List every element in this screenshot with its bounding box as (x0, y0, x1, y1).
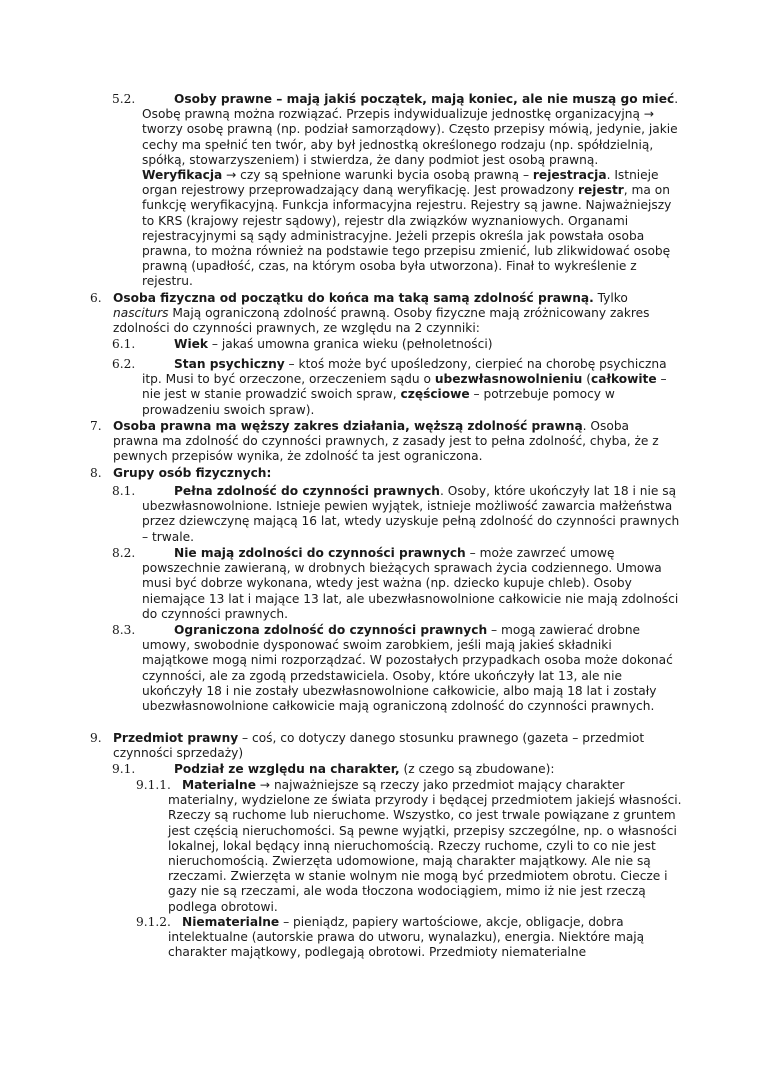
bold-term: Pełna zdolność do czynności prawnych (174, 484, 440, 498)
item-text: Stan psychiczny – ktoś może być upośledzony, cierpieć na chorobę psychiczna itp. Musi to być orzeczone, orzeczeniem sądu o ubezwłasnowolnieniu (całkowite – nie jest w stanie prowadzić swoich spraw, częściowe – potrzebuje pomocy w prowadzeniu swoich spraw). (142, 357, 667, 417)
bold-term: rejestracja (532, 168, 607, 183)
item-number: 5.2. (112, 92, 136, 106)
bold-term: Ograniczona zdolność do czynności prawnych (174, 623, 488, 637)
bold-term: Osoby prawne – mają jakiś początek, mają koniec, ale nie muszą go mieć (174, 92, 675, 106)
item-text: Nie mają zdolności do czynności prawnych – może zawrzeć umowę powszechnie zawieraną, w drobnych bieżących sprawach życia codziennego. Umowa musi być dobrze wykonana, wtedy jest ważna (np. dziecko kupuje chleb). Osoby niemające 13 lat i mające 13 lat, ale ubezwłasnowolnione całkowicie nie mają zdolności do czynności prawnych. (142, 546, 679, 621)
bold-term: częściowe (400, 387, 470, 402)
bold-term: Grupy osób fizycznych: (113, 466, 272, 480)
bold-term: Stan psychiczny (174, 357, 285, 371)
item-text: Materialne → najważniejsze są rzeczy jako przedmiot mający charakter materialny, wydzielone ze świata przyrody i będącej przedmiotem jakiejś własności. Rzeczy są ruchome lub nieruchome. Wszystko, co jest trwale powiązane z gruntem jest częścią nieruchomości. Są pewne wyjątki, przepisy szczególne, np. o własności lokalnej, lokal będący inną nieruchomością. Rzeczy ruchome, czyli to co nie jest nieruchomością. Zwierzęta udomowione, mają charakter majątkowy. Ale nie są rzeczami. Zwierzęta w stanie wolnym nie mogą być przedmiotem obrotu. Ciecze i gazy nie są rzeczami, ale woda tłoczona wodociągiem, mimo iż nie jest rzeczą podlega obrotowi. (168, 778, 682, 914)
item-number: 9. (90, 731, 102, 745)
item-text: Wiek – jakaś umowna granica wieku (pełnoletności) (174, 337, 493, 351)
bold-term: rejestr (577, 183, 624, 198)
item-number: 9.1.1. (136, 778, 171, 792)
item-number: 8.3. (112, 623, 136, 637)
item-number: 8. (90, 466, 102, 480)
bold-term: Nie mają zdolności do czynności prawnych (174, 546, 466, 560)
item-text: Osoba fizyczna od początku do końca ma taką samą zdolność prawną. Tylko nasciturs Mają ograniczoną zdolność prawną. Osoby fizyczne mają zróżnicowany zakres zdolności do czynności prawnych, ze względu na 2 czynniki: (113, 291, 650, 336)
item-number: 9.1. (112, 762, 136, 776)
item-text: Osoby prawne – mają jakiś początek, mają koniec, ale nie muszą go mieć. Osobę prawną można rozwiązać. Przepis indywidualizuje jednostkę organizacyjną → tworzy osobę prawną (np. podział samorządowy). Często przepisy mówią, jedynie, jakie cechy ma spełnić ten twór, aby był jednostką określonego rodzaju (np. spółdzielnią, spółką, stowarzyszeniem) i stwierdza, że dany podmiot jest osobą prawną. Weryfikacja → czy są spełnione warunki bycia osobą prawną – rejestracja. Istnieje organ rejestrowy przeprowadzający daną weryfikację. Jest prowadzony rejestr, ma on funkcję weryfikacyjną. Funkcja informacyjna rejestru. Rejestry są jawne. Najważniejszy to KRS (krajowy rejestr sądowy), rejestr dla związków wyznaniowych. Organami rejestracyjnymi są sądy administracyjne. Jeżeli przepis określa jak powstała osoba prawna, to można również na podstawie tego przepisu zmienić, lub zlikwidować osobę prawną (upadłość, czas, na którym osoba była utworzona). Finał to wykreślenie z rejestru. (142, 92, 679, 289)
bold-term: Weryfikacja (142, 168, 223, 183)
bold-term: Materialne (182, 778, 256, 792)
bold-term: Przedmiot prawny (113, 731, 239, 745)
bold-term: Osoba prawna ma węższy zakres działania, węższą zdolność prawną (113, 419, 583, 433)
bold-term: całkowite (591, 372, 657, 387)
item-number: 9.1.2. (136, 915, 171, 929)
bold-term: Podział ze względu na charakter, (174, 762, 400, 776)
item-number: 7. (90, 419, 102, 433)
item-text: Przedmiot prawny – coś, co dotyczy danego stosunku prawnego (gazeta – przedmiot czynności sprzedaży) (113, 731, 645, 761)
item-text: Pełna zdolność do czynności prawnych. Osoby, które ukończyły lat 18 i nie są ubezwłasnowolnione. Istnieje pewien wyjątek, istnieje możliwość zawarcia małżeństwa przez dziewczynę mającą 16 lat, wtedy uzyskuje pełną zdolność do czynności prawnych – trwale. (142, 484, 680, 544)
item-number: 6.2. (112, 357, 136, 371)
bold-term: Niematerialne (182, 915, 280, 929)
item-text: Ograniczona zdolność do czynności prawnych – mogą zawierać drobne umowy, swobodnie dysponować swoim zarobkiem, jeśli mają jakieś składniki majątkowe mogą nimi rozporządzać. W pozostałych przypadkach osoba może dokonać czynności, ale za zgodą przedstawiciela. Osoby, które ukończyły lat 13, ale nie ukończyły 18 i nie zostały ubezwłasnowolnione całkowicie, albo mają 18 lat i zostały ubezwłasnowolnione całkowicie mają ograniczoną zdolność do czynności prawnych. (142, 623, 673, 714)
bold-term: Wiek (174, 337, 208, 351)
italic-term: nasciturs (113, 306, 169, 321)
item-number: 8.2. (112, 546, 136, 560)
item-text: Podział ze względu na charakter, (z czego są zbudowane): (174, 762, 555, 776)
item-text: Niematerialne – pieniądz, papiery wartościowe, akcje, obligacje, dobra intelektualne (autorskie prawa do utworu, wynalazku), energia. Niektóre mają charakter majątkowy, podlegają obrotowi. Przedmioty niematerialne (168, 915, 645, 960)
item-number: 6.1. (112, 337, 136, 351)
item-number: 8.1. (112, 484, 136, 498)
item-text (113, 466, 673, 481)
item-text: Osoba prawna ma węższy zakres działania, węższą zdolność prawną. Osoba prawna ma zdolność do czynności prawnych, z zasady jest to pełna zdolność, chyba, że z pewnych przepisów wynika, że zdolność ta jest ograniczona. (113, 419, 659, 464)
bold-term: ubezwłasnowolnieniu (434, 372, 583, 387)
bold-term: Osoba fizyczna od początku do końca ma taką samą zdolność prawną. (113, 291, 594, 305)
item-number: 6. (90, 291, 102, 305)
